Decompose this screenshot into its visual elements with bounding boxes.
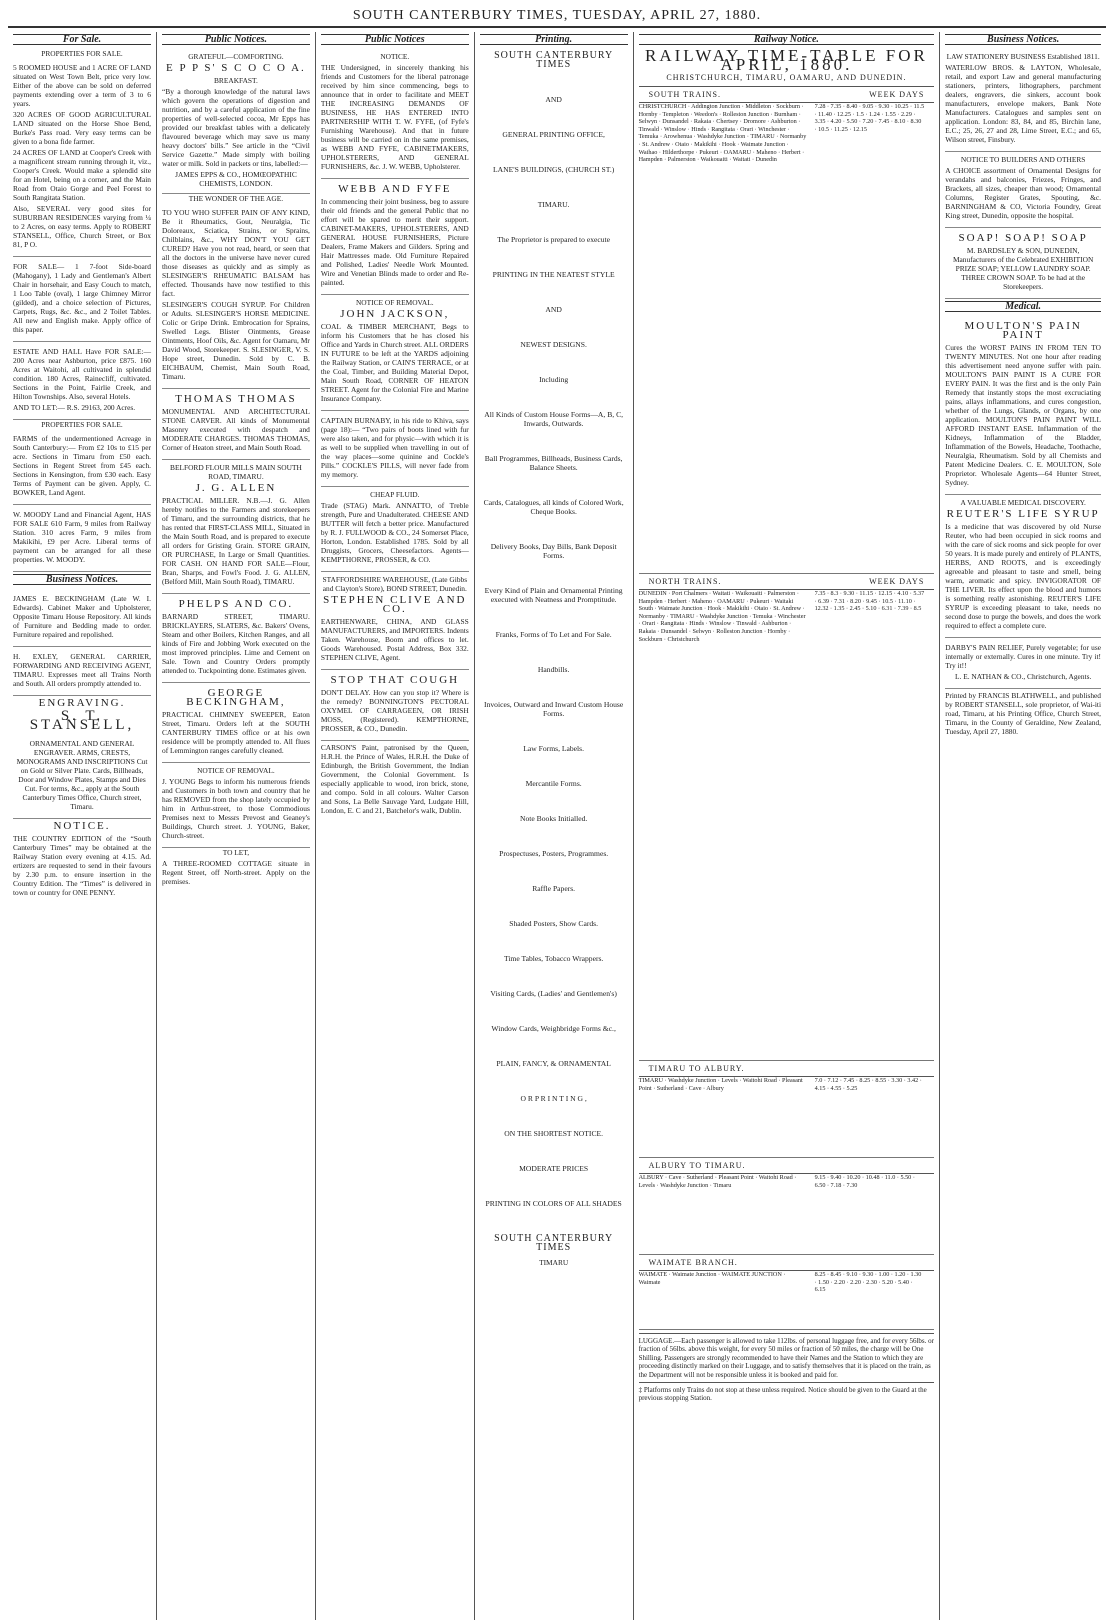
furniture-ad [13,257,151,342]
masthead: SOUTH CANTERBURY TIMES, TUESDAY, APRIL 27, 1880. [8,6,1106,28]
printing-line: Note Books Initialled. [520,814,588,823]
ad-paragraph: PRACTICAL CHIMNEY SWEEPER, Eaton Street, Timaru. Orders left at the SOUTH CANTERBURY TIMES office or at his own residence will be promptly attended to. All flues of Lemmington ranges carefully cleaned. [162,710,310,755]
albury-return-table [639,1174,935,1255]
ad-paragraph: FOR SALE— 1 7-foot Side-board (Mahogany), 1 Lady and Gentleman's Albert Chair in horsehair, and Easy Couch to match, 1 Loo Table (oval), 1 large Chimney Mirror (gilded), and a choice selection of Pictures, Carpets, Rugs, &c. &c., and 2 Toilet Tables. All new and English make. Apply office of this paper. [13,262,151,334]
printing-line: Delivery Books, Day Bills, Bank Deposit Forms. [490,542,617,560]
ad-paragraph: AND TO LET:— R.S. 29163, 200 Acres. [13,403,136,412]
time-list: 7.35 · 8.3 · 9.30 · 11.15 · 12.15 · 4.10 · 5.37 · 6.39 · 7.31 · 8.20 · 9.45 · 10.5 · 11.10 · 12.32 · 1.35 · 2.45 · 5.10 · 6.31 · 7.39 · 8.5 [814,590,925,613]
column-public-notices-2 [316,32,475,1620]
printing-list [480,95,628,1208]
printing-line: ON THE SHORTEST NOTICE. [504,1129,604,1138]
ad-heading: CHEAP FLUID. [370,490,420,499]
albury-return-label: ALBURY TO TIMARU. [648,1161,746,1170]
ad-paragraph: Cures the WORST PAINS IN FROM TEN TO TWENTY MINUTES. Not one hour after reading this advertisement need anyone suffer with pain. MOULTON'S PAIN PAINT IS A CURE FOR EVERY PAIN. It was the first and is the only Pain Remedy that instantly stops the most excruciating pains, allays inflammations, and cures congestion, whether of the Lungs, Glands, or Organs, by one application. MOULTON'S PAIN PAINT WILL AFFORD INSTANT EASE. Inflammation of the Kidneys, Inflammation of the Bladder, Inflammation of the Bowels, Headache, Toothache, Neuralgia, Rheumatism. Sold by all Chemists and Patent Medicine Dealers. C. E. MOULTON, Sole Proprietor. Wholesale Agents—64 Hunter Street, Sydney. [945,343,1102,487]
column-public-notices-1 [157,32,316,1620]
timetable-title: RAILWAY TIME-TABLE FOR APRIL, 1880. [645,46,928,74]
ad-paragraph: 24 ACRES OF LAND at Cooper's Creek with a magnificent stream running through it, viz., Cooper's Creek. Would make a splendid site for an Hotel, being on a corner, and the Main Road from Otaio Gorge and Peel Forest to South Rangitata Station. [13,148,151,202]
stansell-name: S. T. STANSELL, [29,708,135,733]
carson-ad: CARSON'S Paint, patronised by the Queen, H.R.H. the Prince of Wales, H.R.H. the Duke of Edinburgh, the British Government, the Indian Government, the Colonial Government. Is especially applicable to wood, iron brick, stone, and compo. Sold in all colours. Walter Carson and Sons, La Belle Sauvage Yard, Ludgate Hill, London, E. C and 21, Batchelor's walk, Dublin. [320,743,469,815]
weekdays-label: WEEK DAYS [869,577,925,586]
moody-ad [13,505,151,572]
station-list: WAIMATE · Waimate Junction · WAIMATE JUNCTION · Waimate [638,1271,786,1286]
ad-title: REUTER'S LIFE SYRUP [946,508,1100,520]
printer-imprint: Printed by FRANCIS BLATHWELL, and published by ROBERT STANSELL, sole proprietor, of Wai-iti road, Timaru, at his Printing Office, Church Street, Timaru, in the County of Geraldine, New Zealand, Tuesday, April 27, 1880. [945,691,1102,736]
printing-line: Window Cards, Weighbridge Forms &c., [491,1024,616,1033]
time-list: 7.0 · 7.12 · 7.45 · 8.25 · 8.55 · 3.30 · 3.42 · 4.15 · 4.55 · 5.25 [814,1077,922,1092]
printing-line: GENERAL PRINTING OFFICE, [502,130,605,139]
printing-line: Ball Programmes, Billheads, Business Cards, Balance Sheets. [484,454,623,472]
section-heading: Public Notices [321,34,469,45]
section-heading: For Sale. [13,34,151,45]
waimate-label: WAIMATE BRANCH. [648,1258,738,1267]
cough-ad [321,670,469,741]
moulton-ad [945,316,1101,495]
ad-paragraph: In commencing their joint business, beg to assure their old friends and the general Public that no effort will be spared to merit their support. CABINET-MAKERS, UPHOLSTERERS, AND GENERAL HOUSE FURNISHERS, Picture Dealers, Frame Makers and Gilders. Spring and Hair Mattresses made. Old Furniture Repaired and Polished, Ladies' Needle Work Mounted. Wire and Venetian Blinds made to order and Re-painted. [320,197,469,287]
ad-paragraph: TO YOU WHO SUFFER PAIN OF ANY KIND, Be it Rheumatics, Gout, Neuralgia, Tic Doloreaux, Sciatica, Strains, or Sprains, Chilblains, &c., WHY DON'T YOU GET CURED? Have you not read, heard, or seen that all the doctors in the universe have never cured those diseases as quickly and as simply as SLESINGER'S RHEUMATIC BALSAM has effected. Thousands have now testified to this fact. [162,208,310,298]
engraving-heading: ENGRAVING. [38,697,126,709]
engraver-ad [13,734,151,819]
ad-title: THOMAS THOMAS [175,393,297,405]
exley-ad [13,647,151,696]
ad-signature: L. E. NATHAN & CO., Christchurch, Agents. [954,672,1092,681]
printing-line: Time Tables, Tobacco Wrappers. [503,954,604,963]
ad-heading: LAW STATIONERY BUSINESS Established 1811. [946,52,1100,61]
ad-paragraph: Also, SEVERAL very good sites for SUBURBAN RESIDENCES varying from ¼ to 2 Acres, on easy terms. Apply to ROBERT STANSELL, Office, Church Street, or Box 81, P O. [13,204,151,249]
clive-ad [321,572,469,670]
section-heading: Railway Notice. [639,34,935,45]
ad-paragraph: CAPTAIN BURNABY, in his ride to Khiva, says (page 18):— “Two pairs of boots lined with fur were also taken, and for physic—with which it is as well to be supplied when travelling in out of the way places—some quinine and Cockle's Pills.” COCKLE'S PILLS, will never fade from my memory. [320,416,469,479]
printing-line: Shaded Posters, Show Cards. [509,919,599,928]
ad-title: PHELPS AND CO. [178,598,294,610]
albury-return-header [639,1158,935,1174]
ad-paragraph: J. YOUNG Begs to inform his numerous friends and Customers in both town and country that he has REMOVED from the shop lately occupied by him in Arthur-street, to those Commodious Premises next to Messrs Prevost and Geaney's Buildings, Church street. J. YOUNG, Baker, Church-street. [162,777,310,840]
albury-header [639,1061,935,1077]
section-heading: Public Notices. [162,34,310,45]
reuter-ad [945,495,1101,638]
ad-paragraph: W. MOODY Land and Financial Agent, HAS FOR SALE 610 Farm, 9 miles from Railway Station. 310 acres Farm, 9 miles from Makikihi, £9 per Acre. Liberal terms of payment can be arranged for all these properties. W. MOODY. [13,510,151,564]
section-heading: Business Notices. [13,574,151,585]
printing-line: AND [545,305,562,314]
ad-tagline: GRATEFUL—COMFORTING. [188,52,284,61]
timetable-subtitle: CHRISTCHURCH, TIMARU, OAMARU, AND DUNEDIN. [639,73,935,87]
farms-ad [13,429,151,505]
ad-paragraph: “By a thorough knowledge of the natural laws which govern the operations of digestion and nutrition, and by a careful application of the fine properties of well-selected cocoa, Mr Epps has provided our breakfast tables with a delicately flavoured beverage which may save us many heavy doctors' bills.” See article in the “Civil Service Gazette.” Made simply with boiling water or milk. Sold in packets or tins, labelled:— [162,87,310,168]
ad-paragraph: ORNAMENTAL AND GENERAL ENGRAVER. ARMS, CRESTS, MONOGRAMS AND INSCRIPTIONS Cut on Gold or Silver Plate. Cards, Billheads, Door and Window Plates, Stamps and Dies Cut. For terms, &c., apply at the South Canterbury Times Office, Church street, Timaru. [16,739,148,811]
ad-paragraph: JAMES E. BECKINGHAM (Late W. I. Edwards). Cabinet Maker and Upholsterer, Opposite Timaru House Repository. All kinds of Furniture and Bedding made to order. Furniture repaired and repolished. [13,594,151,639]
ad-paragraph: BARNARD STREET, TIMARU. BRICKLAYERS, SLATERS, &c. Bakers' Ovens, Steam and other Boilers, Kitchen Ranges, and all kinds of Fire and Jobbing Work executed on the most improved principles. Lime and Cement on Sale. Town and Country Orders promptly attended to. Tuckpointing done. Estimates given. [162,612,310,675]
printing-line: NEWEST DESIGNS. [520,340,587,349]
country-edition-notice: THE COUNTRY EDITION of the “South Canterbury Times” may be obtained at the Railway Station every evening at 4.15. Ad. ertizers are requested to send in their favours by 2.30 p.m. to ensure insertion in the Country Edition. The “Times” is delivered in town or country for ONE PENNY. [13,834,151,897]
printing-title: SOUTH CANTERBURY TIMES [494,50,614,70]
ad-title: MOULTON'S PAIN PAINT [964,320,1082,341]
ad-heading: TO LET, [222,848,250,857]
soap-ad [945,228,1101,299]
partnership-ad [321,49,469,179]
ad-title: STEPHEN CLIVE AND CO. [323,594,467,615]
printing-line: Franks, Forms of To Let and For Sale. [495,630,612,639]
printing-line: Visiting Cards, (Ladies' and Gentlemen's) [490,989,617,998]
ad-heading: STAFFORDSHIRE WAREHOUSE, (Late Gibbs and Clayton's Store), BOND STREET, Dunedin. [322,575,468,593]
ad-paragraph: COAL & TIMBER MERCHANT, Begs to inform his Customers that he has closed his Office and Yards in Church street. ALL ORDERS IN FUTURE to be left at the YARDS adjoining the Railway Station, or CAIN'S TERRACE, or at the Coal, Timber, and Building Material Depot, Main South Road, CORNER OF HEATON STREET. Agent for the Colonial Fire and Marine Insurance Company. [320,322,469,403]
ad-paragraph: H. EXLEY, GENERAL CARRIER, FORWARDING AND RECEIVING AGENT, TIMARU. Expresses meet all Trains North and South. All orders promptly attended to. [13,652,151,688]
luggage-notice: LUGGAGE.—Each passenger is allowed to take 112lbs. of personal luggage free, and for every 56lbs. or fraction of 56lbs. above this weight, for every 50 miles or fraction of 50 miles, the charge will be One Shilling. Passengers are strongly recommended to have their Names and the Station to which they are proceeding distinctly marked on their Luggage, and to satisfy themselves that it is placed on the train, as the Department will not be responsible unless it is booked and paid for. [639,1333,935,1379]
property-ads [13,58,151,257]
ad-heading: PROPERTIES FOR SALE. [41,420,123,429]
north-trains-header [639,574,935,590]
ad-paragraph: ESTATE AND HALL Have FOR SALE:— 200 Acres near Ashburton, price £875. 160 Acres at Waitohi, all cultivated in splendid condition. 180 Acres, Rainecliff, cultivated. Sections in the Point, Fairlie Creek, and Hilton Townships. Also, several Hotels. [13,347,151,401]
slesinger-ad [162,203,310,389]
sweeper-ad [162,683,310,763]
waterlow-ad [945,49,1101,152]
ad-paragraph: 320 ACRES OF GOOD AGRICULTURAL LAND situated on the Horse Shoe Bend, Burke's Pass road. Very easy terms can be given to a bona fide farmer. [13,110,151,146]
waimate-table [639,1271,935,1330]
ad-heading: NOTICE OF REMOVAL. [355,298,434,307]
ad-signature: JAMES EPPS & CO., HOMŒOPATHIC CHEMISTS, LONDON. [175,170,297,188]
printing-line: PRINTING IN COLORS OF ALL SHADES [485,1199,622,1208]
albury-label: TIMARU TO ALBURY. [648,1064,745,1073]
ad-paragraph: A THREE-ROOMED COTTAGE situate in Regent Street, off North-street. Apply on the premises. [162,859,310,886]
station-list: DUNEDIN · Port Chalmers · Waitati · Waikouaiti · Palmerston · Hampden · Herbert · Maheno · OAMARU · Pukeuri · Waitaki South · Waimate Junction · Hook · Makikihi · Otaio · St. Andrew · Normanby · TIMARU · Washdyke Junction · Temuka · Winchester · Orari · Rangitata · Hinds · Winslow · Tinwald · Ashburton · Rakaia · Dunsandel · Selwyn · Rolleston Junction · Hornby · Sockburn · Christchurch [638,590,806,643]
north-trains-label: NORTH TRAINS. [648,577,722,586]
ad-title: SOAP! SOAP! SOAP [958,232,1088,244]
epps-ad [162,49,310,194]
estate-ad [13,342,151,420]
south-trains-label: SOUTH TRAINS. [648,90,721,99]
waimate-header [639,1255,935,1271]
thomas-ad [162,389,310,460]
ad-paragraph: Is a medicine that was discovered by old Nurse Reuter, who had been occupied in sick rooms and with the care of sick rooms and sick people for over 50 years. It is made purely and entirely of PLANTS, HERBS, AND ROOTS, and is exceedingly agreeable and pleasant to taste and smell, being warm, aromatic and spicy. INVIGORATOR OF THE LIVER. Its effect upon the blood and humors is something really astonishing. REUTER'S LIFE SYRUP is exceeding pleasant to take, needs no second dose to purge the bowels, and does the work required to effect a complete cure. [945,522,1102,630]
printing-line: Including [539,375,569,384]
printing-line: Prospectuses, Posters, Programmes. [499,849,609,858]
station-list: TIMARU · Washdyke Junction · Levels · Waitohi Road · Pleasant Point · Sutherland · Cave · Albury [638,1077,803,1092]
ad-paragraph: SLESINGER'S COUGH SYRUP. For Children or Adults. SLESINGER'S HORSE MEDICINE. Colic or Gripe Drink. Embrocation for Sprains, Swelled Legs. Blister Ointments, Grease Ointments, Hoof Oils, &c. Agent for Oamaru, Mr David Wood, Storekeeper. S. SLESINGER, V. S. Hope street, Dunedin. Sold by C. B. EICHBAUM, Chemist, Main South Road, Timaru. [162,300,310,381]
ad-title: STOP THAT COUGH [330,674,460,686]
printing-line: MODERATE PRICES [519,1164,589,1173]
webb-fyfe-ad [321,179,469,295]
ad-heading: THE WONDER OF THE AGE. [188,194,284,203]
column-printing [475,32,634,1620]
printing-line: Every Kind of Plain and Ornamental Printing executed with Neatness and Promptitude. [484,586,623,604]
time-list: 7.28 · 7.35 · 8.40 · 9.05 · 9.30 · 10.25 · 11.5 · 11.40 · 12.25 · 1.5 · 1.24 · 1.55 · 2.29 · 3.35 · 4.20 · 5.50 · 7.20 · 7.45 · 8.10 · 8.30 · 10.5 · 11.25 · 12.15 [814,103,925,133]
printing-footer: SOUTH CANTERBURY TIMES [494,1233,614,1253]
ad-title: WEBB AND FYFE [338,183,452,195]
printing-line: Law Forms, Labels. [523,744,585,753]
printing-footer-town: TIMARU [539,1258,569,1267]
beckingham-ad [13,589,151,647]
ad-heading: PROPERTIES FOR SALE. [41,49,123,58]
column-for-sale [8,32,157,1620]
printing-line: The Proprietor is prepared to execute [497,235,611,244]
ad-heading: BELFORD FLOUR MILLS MAIN SOUTH ROAD, TIMARU. [170,463,302,481]
ad-paragraph: 5 ROOMED HOUSE and 1 ACRE OF LAND situated on West Town Belt, price very low. Either of the above can be sold on deferred payments extending over a term of 3 to 6 years. [13,63,151,108]
station-list: ALBURY · Cave · Sutherland · Pleasant Point · Waitohi Road · Levels · Washdyke Junction · Timaru [638,1174,797,1189]
ad-paragraph: Trade (STAG) Mark. ANNATTO, of Treble strength, Pure and Unadulterated. CHEESE AND BUTTER will fetch a better price. Manufactured by R. J. FULLWOOD & CO., 24 Somerset Place, Horton, London. Established 1785. Sold by all Druggists, Grocers, Cheesefactors. Agents—KEMPTHORNE, PROSSER, & CO. [320,501,469,564]
ad-paragraph: A CHOICE assortment of Ornamental Designs for verandahs and balconies, Friezes, Fringes, and Brackets, all sizes, cheaper than wood; Ornamental Columns, Register Grates, Spouting, &c. BARNINGHAM & CO, Victoria Foundry, Great King street, Dunedin, opposite the hospital. [945,166,1102,220]
darby-ad [945,638,1101,689]
allen-ad [162,460,310,594]
printing-line: TIMARU. [537,200,570,209]
ad-paragraph: FARMS of the undermentioned Acreage in South Canterbury:— From £2 10s to £15 per acre. Sections in Timaru from £50 each. Sections in Regent Street from £45 each. Sections in Kensington, from £30 each. Easy Terms of Payment can be given. Apply, C. BOWKER, Land Agent. [13,434,151,497]
column-business-medical [940,32,1106,1620]
ad-paragraph: PRACTICAL MILLER. N.B.—J. G. Allen hereby notifies to the Farmers and storekeepers of Timaru, and the surrounding districts, that he has rented that FIRST-CLASS MILL, Situated in the Main South Road, and is prepared to execute all orders for Gristing Grain. STORE GRAIN, OR PURCHASE, In Large or Small Quantities. FOR CASH. ON HAND FOR SALE—Flour, Bran, Sharps, and Fowl's Food. J. G. ALLEN, (Belford Mill, Main South Road), TIMARU. [162,496,310,586]
ad-paragraph: MONUMENTAL AND ARCHITECTURAL STONE CARVER. All kinds of Monumental Masonry executed with despatch and MODERATE CHARGES. THOMAS THOMAS, Corner of Heaton street, and Main South Road. [162,407,310,452]
albury-table [639,1077,935,1158]
south-trains-table [639,103,935,574]
annatto-ad [321,487,469,572]
column-railway [634,32,941,1620]
notice-heading: NOTICE. [53,820,111,832]
section-heading: Business Notices. [945,34,1101,45]
ad-title: GEORGE BECKINGHAM, [186,687,286,708]
section-heading: Printing. [480,34,628,45]
time-list: 8.25 · 8.45 · 9.10 · 9.30 · 1.00 · 1.20 · 1.30 · 1.50 · 2.20 · 2.20 · 2.30 · 5.20 · 5.40 · 6.15 [814,1271,922,1294]
cockle-ad [321,411,469,487]
jackson-ad [321,295,469,411]
ad-title: E P P S' S C O C O A. [166,62,306,74]
ad-heading: NOTICE TO BUILDERS AND OTHERS [960,155,1086,164]
ad-paragraph: EARTHENWARE, CHINA, AND GLASS MANUFACTURERS, and IMPORTERS. Indents Taken. Warehouse, Boom and offices to let. Goods Warehoused. Postal Address, Box 332. STEPHEN CLIVE, Agent. [320,617,469,662]
printing-line: O R P R I N T I N G , [520,1094,587,1103]
ad-heading: A VALUABLE MEDICAL DISCOVERY. [960,498,1086,507]
printing-line: Raffle Papers. [532,884,576,893]
south-trains-header [639,87,935,103]
time-list: 9.15 · 9.40 · 10.20 · 10.48 · 11.0 · 5.50 · 6.50 · 7.18 · 7.30 [814,1174,915,1189]
ad-paragraph: DON'T DELAY. How can you stop it? Where is the remedy? BONNINGTON'S PECTORAL OXYMEL OF CARRAGEEN, OR IRISH MOSS, (Registered). KEMPTHORNE, PROSSER, & CO., Dunedin. [320,688,469,733]
barningham-ad [945,152,1101,228]
printing-line: PRINTING IN THE NEATEST STYLE [492,270,615,279]
printing-line: Invoices, Outward and Inward Custom House Forms. [484,700,624,718]
young-ad [162,763,310,848]
printing-line: Mercantile Forms. [525,779,582,788]
printing-line: Handbills. [537,665,570,674]
weekdays-label: WEEK DAYS [869,90,925,99]
printing-line: PLAIN, FANCY, & ORNAMENTAL [496,1059,611,1068]
ad-subtitle: BREAKFAST. [213,76,258,85]
north-trains-table [639,590,935,1061]
ad-title: J. G. ALLEN [195,482,277,494]
ad-heading: NOTICE OF REMOVAL. [197,766,275,775]
ad-paragraph: DARBY'S PAIN RELIEF, Purely vegetable; for use internally or externally. Cures in one minute. Try it! Try it!! [945,643,1102,670]
columns [8,32,1106,1620]
printing-line: All Kinds of Custom House Forms—A, B, C, Inwards, Outwards. [484,410,624,428]
ad-title: JOHN JACKSON, [340,308,450,320]
ad-heading: NOTICE. [380,52,410,61]
ad-paragraph: M. BARDSLEY & SON, DUNEDIN, Manufacturers of the Celebrated EXHIBITION PRIZE SOAP; YELLOW LAUNDRY SOAP. THREE CROWN SOAP. To be had at the Storekeepers. [952,246,1094,291]
printing-line: AND [545,95,562,104]
printing-line: LANE'S BUILDINGS, (CHURCH ST.) [493,165,615,174]
section-heading: Medical. [945,301,1101,312]
phelps-ad [162,594,310,683]
ad-paragraph: WATERLOW BROS. & LAYTON, Wholesale, retail, and export Law and general manufacturing stationers, printers, lithographers, parchment dealers, engravers, die sinkers, account book manufacturers, envelope makers, Bank Note Manufacturers. Catalogues and samples sent on application. London: 83, 84, and 85, Birchin lane, E.C.; 25, 26, 27 and 28, Lime Street, E.C.; and 65, Wilson street, Finsbury. [945,63,1102,144]
ad-paragraph: THE Undersigned, in sincerely thanking his friends and Customers for the liberal patronage received by him since commencing, begs to announce that in order to facilitate and MEET THE INCREASING DEMANDS OF BUSINESS, HE HAS ENTERED INTO PARTNERSHIP WITH T. W. FYFE, (of Fyfe's Furnishing Warehouse). And that in future business will be carried on in the same premises, as WEBB AND FYFE, CABINETMAKERS, UPHOLSTERERS, AND GENERAL FURNISHERS, &c. J. W. WEBB, Upholsterer. [320,63,469,171]
printing-line: Cards, Catalogues, all kinds of Colored Work, Cheque Books. [483,498,624,516]
station-list: CHRISTCHURCH · Addington Junction · Middleton · Sockburn · Hornby · Templeton · Weedon's · Rolleston Junction · Burnham · Selwyn · Dunsandel · Rakaia · Chertsey · Dromore · Ashburton · Tinwald · Winslow · Hinds · Rangitata · Orari · Winchester · Temuka · Arowhenua · Washdyke Junction · TIMARU · Normanby · St. Andrew · Otaio · Makikihi · Hook · Waimate Junction · Waihao · Hilderthorpe · Pukeuri · OAMARU · Maheno · Herbert · Hampden · Palmerston · Waikouaiti · Waitati · Dunedin [638,103,807,164]
platform-notice: ‡ Platforms only Trains do not stop at these unless required. Notice should be given to the Guard at the previous stopping Station. [639,1382,935,1403]
